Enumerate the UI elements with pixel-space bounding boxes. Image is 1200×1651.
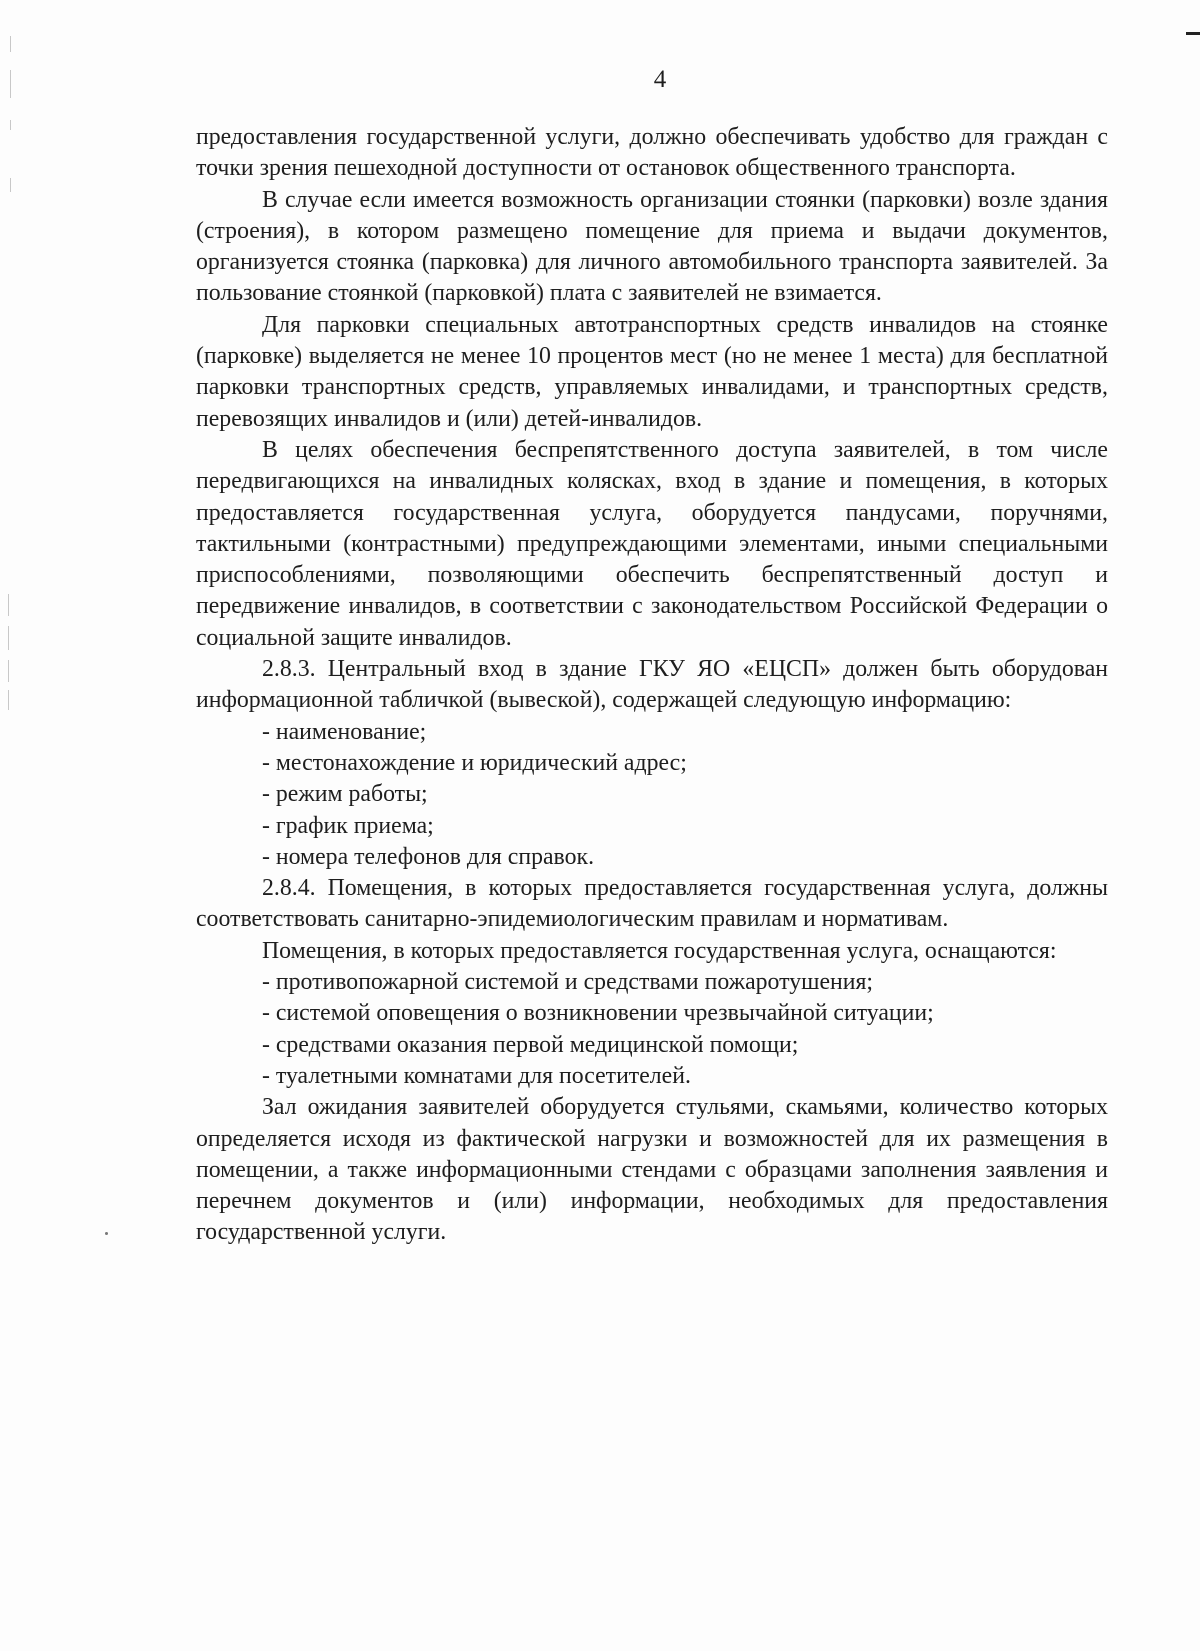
paragraph: В целях обеспечения беспрепятственного доступа заявителей, в том числе передвигающихся на инвалидных колясках, вход в здание и помещения, в которых предоставляется государственная услуга, оборудуется пандусами, поручнями, тактильными (контрастными) предупреждающими элементами, иными специальными приспособлениями, позволяющими обеспечить беспрепятственный доступ и передвижение инвалидов, в соответствии с законодательством Российской Федерации о социальной защите инвалидов.: [196, 436, 1108, 651]
list-item: - средствами оказания первой медицинской помощи;: [262, 1031, 799, 1058]
scan-edge-mark: [10, 36, 11, 52]
list-item: - график приема;: [262, 812, 434, 839]
scan-corner-dash: [1186, 32, 1200, 35]
list-item: - режим работы;: [262, 781, 428, 808]
paragraph: Для парковки специальных автотранспортных средств инвалидов на стоянке (парковке) выделяется не менее 10 процентов мест (но не менее 1 места) для бесплатной парковки транспортных средств, управляемых инвалидами, и транспортных средств, перевозящих инвалидов и (или) детей-инвалидов.: [196, 311, 1108, 432]
scan-edge-mark: [8, 626, 9, 650]
scan-edge-mark: [10, 178, 11, 192]
scan-edge-mark: [10, 120, 11, 130]
paragraph: 2.8.4. Помещения, в которых предоставляется государственная услуга, должны соответствовать санитарно-эпидемиологическим правилам и нормативам.: [196, 875, 1108, 933]
document-body: [196, 122, 1108, 1249]
list-item: - номера телефонов для справок.: [262, 843, 595, 870]
scan-edge-mark: [8, 660, 9, 682]
scan-edge-mark: [8, 594, 9, 616]
list-item: - туалетными комнатами для посетителей.: [262, 1062, 691, 1089]
list-item: - местонахождение и юридический адрес;: [262, 749, 687, 776]
page-number: 4: [653, 66, 667, 93]
bullet-list: [196, 967, 1108, 1092]
scan-speck: [105, 1232, 108, 1235]
scan-edge-mark: [8, 690, 9, 710]
paragraph: Помещения, в которых предоставляется государственная услуга, оснащаются:: [262, 937, 1057, 964]
list-item: - наименование;: [262, 718, 427, 745]
bullet-list: [196, 717, 1108, 873]
paragraph: 2.8.3. Центральный вход в здание ГКУ ЯО «ЕЦСП» должен быть оборудован информационной табличкой (вывеской), содержащей следующую информацию:: [196, 656, 1108, 714]
list-item: - системой оповещения о возникновении чрезвычайной ситуации;: [262, 1000, 934, 1027]
paragraph: предоставления государственной услуги, должно обеспечивать удобство для граждан с точки зрения пешеходной доступности от остановок общественного транспорта.: [196, 124, 1108, 182]
paragraph: В случае если имеется возможность организации стоянки (парковки) возле здания (строения), в котором размещено помещение для приема и выдачи документов, организуется стоянка (парковка) для личного автомобильного транспорта заявителей. За пользование стоянкой (парковкой) плата с заявителей не взимается.: [196, 186, 1108, 307]
list-item: - противопожарной системой и средствами пожаротушения;: [262, 969, 874, 996]
paragraph: Зал ожидания заявителей оборудуется стульями, скамьями, количество которых определяется исходя из фактической нагрузки и возможностей для их размещения в помещении, а также информационными стендами с образцами заполнения заявления и перечнем документов и (или) информации, необходимых для предоставления государственной услуги.: [196, 1094, 1108, 1246]
